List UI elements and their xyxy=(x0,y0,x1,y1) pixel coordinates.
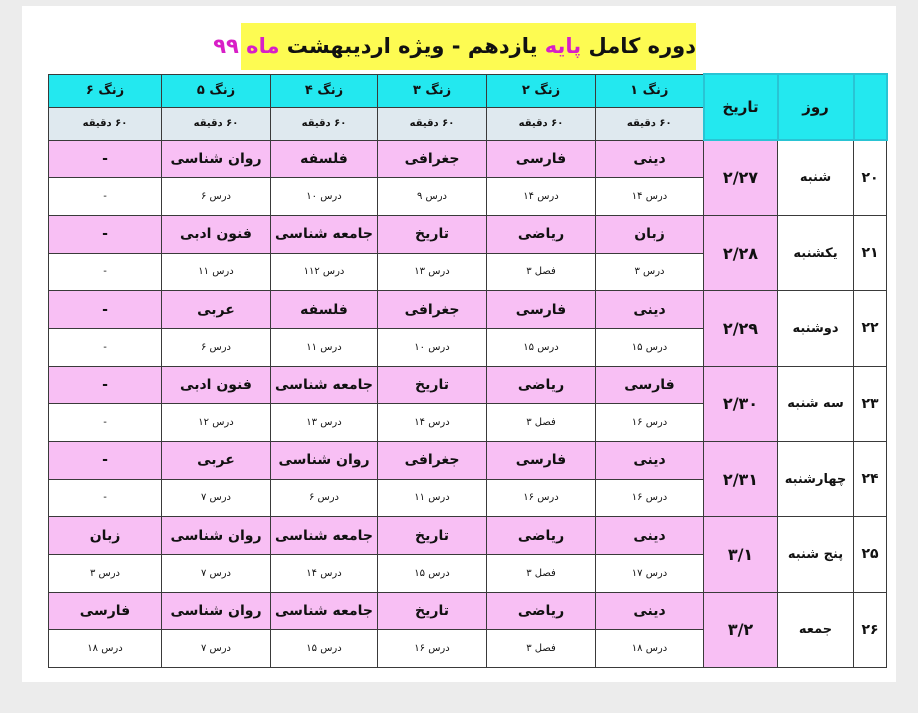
lesson-cell: درس ۷ xyxy=(162,554,271,592)
subject-cell: - xyxy=(49,140,162,178)
duration-header: ۶۰ دقیقه xyxy=(49,107,162,140)
bell-header: زنگ ۵ xyxy=(162,74,271,107)
day-number: ۲۳ xyxy=(854,366,887,441)
lesson-cell: درس ۱۴ xyxy=(487,178,596,216)
subject-cell: عربی xyxy=(162,441,271,479)
lesson-cell: درس ۱۳ xyxy=(271,404,378,442)
subject-cell: روان شناسی xyxy=(162,592,271,630)
lesson-cell: - xyxy=(49,178,162,216)
lesson-cell: درس ۱۵ xyxy=(596,328,704,366)
lesson-cell: فصل ۳ xyxy=(487,554,596,592)
subject-cell: ریاضی xyxy=(487,366,596,404)
lesson-cell: درس ۱۷ xyxy=(596,554,704,592)
day-date: ۲/۲۸ xyxy=(704,215,778,290)
subject-cell: زبان xyxy=(596,215,704,253)
lesson-cell: درس ۱۱ xyxy=(378,479,487,517)
subject-cell: جامعه شناسی xyxy=(271,215,378,253)
lesson-cell: درس ۱۱ xyxy=(162,253,271,291)
title-part-3: یازدهم - ویژه اردیبهشت xyxy=(286,34,538,58)
schedule-title xyxy=(213,23,696,70)
subject-cell: تاریخ xyxy=(378,366,487,404)
lesson-cell: درس ۱۶ xyxy=(487,479,596,517)
subject-cell: ریاضی xyxy=(487,592,596,630)
lesson-cell: درس ۶ xyxy=(271,479,378,517)
subject-cell: فنون ادبی xyxy=(162,366,271,404)
subject-cell: جغرافی xyxy=(378,441,487,479)
subject-cell: جامعه شناسی xyxy=(271,517,378,555)
title-part-2: پایه xyxy=(544,34,582,58)
subject-cell: تاریخ xyxy=(378,592,487,630)
subject-cell: روان شناسی xyxy=(271,441,378,479)
subject-cell: دینی xyxy=(596,592,704,630)
lesson-cell: درس ۱۳ xyxy=(378,253,487,291)
lesson-cell: درس ۱۸ xyxy=(49,630,162,668)
subject-cell: تاریخ xyxy=(378,517,487,555)
lesson-cell: درس ۱۶ xyxy=(596,404,704,442)
lesson-cell: فصل ۳ xyxy=(487,404,596,442)
date-header: تاریخ xyxy=(704,74,778,140)
subject-cell: روان شناسی xyxy=(162,140,271,178)
subject-cell: عربی xyxy=(162,291,271,329)
duration-header: ۶۰ دقیقه xyxy=(162,107,271,140)
lesson-cell: درس ۱۲ xyxy=(162,404,271,442)
lesson-cell: درس ۱۵ xyxy=(271,630,378,668)
lesson-cell: درس ۳ xyxy=(49,554,162,592)
subject-cell: زبان xyxy=(49,517,162,555)
day-name: پنج شنبه xyxy=(778,517,854,592)
subject-cell: جغرافی xyxy=(378,140,487,178)
lesson-cell: - xyxy=(49,479,162,517)
duration-header: ۶۰ دقیقه xyxy=(378,107,487,140)
lesson-cell: درس ۱۱۲ xyxy=(271,253,378,291)
day-date: ۲/۲۹ xyxy=(704,291,778,366)
subject-cell: فارسی xyxy=(487,291,596,329)
subject-cell: تاریخ xyxy=(378,215,487,253)
subject-cell: دینی xyxy=(596,140,704,178)
lesson-cell: درس ۱۵ xyxy=(378,554,487,592)
title-part-4: ماه ۹۹ xyxy=(213,34,280,58)
lesson-cell: درس ۱۵ xyxy=(487,328,596,366)
subject-cell: جغرافی xyxy=(378,291,487,329)
bell-header: زنگ ۳ xyxy=(378,74,487,107)
day-number: ۲۲ xyxy=(854,291,887,366)
subject-cell: - xyxy=(49,215,162,253)
day-name: چهارشنبه xyxy=(778,441,854,516)
lesson-cell: فصل ۳ xyxy=(487,253,596,291)
subject-row xyxy=(49,441,887,479)
subject-cell: فارسی xyxy=(487,441,596,479)
subject-cell: فارسی xyxy=(49,592,162,630)
title-part-1: دوره کامل xyxy=(588,34,696,58)
subject-cell: روان شناسی xyxy=(162,517,271,555)
lesson-cell: درس ۱۰ xyxy=(271,178,378,216)
lesson-cell: درس ۹ xyxy=(378,178,487,216)
subject-cell: ریاضی xyxy=(487,517,596,555)
lesson-cell: درس ۶ xyxy=(162,178,271,216)
day-number: ۲۱ xyxy=(854,215,887,290)
subject-row xyxy=(49,592,887,630)
lesson-cell: درس ۱۴ xyxy=(271,554,378,592)
day-date: ۳/۱ xyxy=(704,517,778,592)
lesson-cell: - xyxy=(49,404,162,442)
bell-header: زنگ ۴ xyxy=(271,74,378,107)
schedule-table xyxy=(48,73,888,668)
lesson-cell: درس ۷ xyxy=(162,479,271,517)
subject-row xyxy=(49,517,887,555)
duration-header: ۶۰ دقیقه xyxy=(596,107,704,140)
subject-cell: فارسی xyxy=(596,366,704,404)
bell-header: زنگ ۶ xyxy=(49,74,162,107)
day-name: جمعه xyxy=(778,592,854,667)
lesson-cell: درس ۱۴ xyxy=(378,404,487,442)
subject-row xyxy=(49,291,887,329)
day-date: ۲/۳۰ xyxy=(704,366,778,441)
lesson-cell: درس ۱۴ xyxy=(596,178,704,216)
day-header: روز xyxy=(778,74,854,140)
day-date: ۲/۲۷ xyxy=(704,140,778,215)
lesson-cell: درس ۱۸ xyxy=(596,630,704,668)
subject-cell: فارسی xyxy=(487,140,596,178)
day-number: ۲۰ xyxy=(854,140,887,215)
subject-row xyxy=(49,366,887,404)
subject-cell: - xyxy=(49,441,162,479)
subject-cell: - xyxy=(49,366,162,404)
subject-cell: فلسفه xyxy=(271,140,378,178)
subject-cell: دینی xyxy=(596,517,704,555)
day-name: شنبه xyxy=(778,140,854,215)
day-name: دوشنبه xyxy=(778,291,854,366)
day-date: ۳/۲ xyxy=(704,592,778,667)
bell-header: زنگ ۱ xyxy=(596,74,704,107)
lesson-cell: درس ۷ xyxy=(162,630,271,668)
day-number: ۲۵ xyxy=(854,517,887,592)
subject-cell: ریاضی xyxy=(487,215,596,253)
subject-cell: دینی xyxy=(596,291,704,329)
lesson-cell: - xyxy=(49,253,162,291)
subject-cell: فلسفه xyxy=(271,291,378,329)
subject-cell: جامعه شناسی xyxy=(271,592,378,630)
day-date: ۲/۳۱ xyxy=(704,441,778,516)
lesson-cell: درس ۱۰ xyxy=(378,328,487,366)
day-number-header xyxy=(854,74,887,140)
lesson-cell: درس ۶ xyxy=(162,328,271,366)
day-number: ۲۶ xyxy=(854,592,887,667)
duration-header: ۶۰ دقیقه xyxy=(271,107,378,140)
subject-cell: دینی xyxy=(596,441,704,479)
subject-cell: فنون ادبی xyxy=(162,215,271,253)
lesson-cell: فصل ۳ xyxy=(487,630,596,668)
day-number: ۲۴ xyxy=(854,441,887,516)
subject-row xyxy=(49,140,887,178)
subject-row xyxy=(49,215,887,253)
lesson-cell: درس ۱۱ xyxy=(271,328,378,366)
day-name: سه شنبه xyxy=(778,366,854,441)
lesson-cell: - xyxy=(49,328,162,366)
lesson-cell: درس ۳ xyxy=(596,253,704,291)
lesson-cell: درس ۱۶ xyxy=(596,479,704,517)
lesson-cell: درس ۱۶ xyxy=(378,630,487,668)
subject-cell: جامعه شناسی xyxy=(271,366,378,404)
day-name: یکشنبه xyxy=(778,215,854,290)
bell-header: زنگ ۲ xyxy=(487,74,596,107)
duration-header: ۶۰ دقیقه xyxy=(487,107,596,140)
subject-cell: - xyxy=(49,291,162,329)
